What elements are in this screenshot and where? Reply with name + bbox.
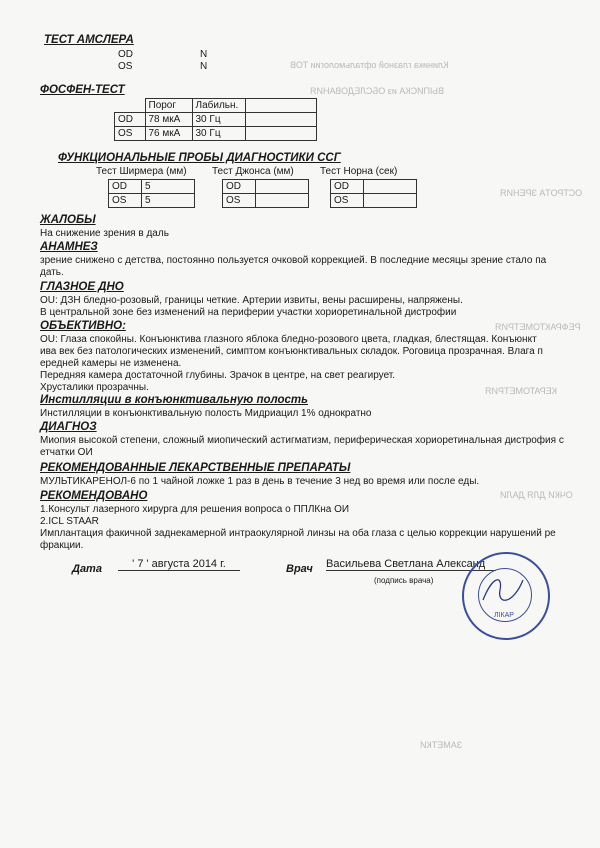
drugs-text: МУЛЬТИКАРЕНОЛ-6 по 1 чайной ложке 1 раз в день в течение 3 нед во время или после еды. <box>40 476 480 487</box>
table-cell <box>256 194 309 208</box>
recommended-text: Имплантация факичной заднекамерной интраокулярной линзы на оба глаза с целью коррекции нарушений ре <box>40 528 556 539</box>
diagnosis-title: ДИАГНОЗ <box>40 421 97 433</box>
eye-label: OD <box>223 180 256 194</box>
instill-text: Инстилляции в конъюнктивальную полость Мидриацил 1% однократно <box>40 408 372 419</box>
bleed-text: ВЫПИСКА из ОБСЛЕДОВАНИЯ <box>310 86 444 96</box>
column-header: Лабильн. <box>192 99 245 113</box>
bleed-text: ЗАМЕТКИ <box>420 740 463 750</box>
doctor-name: Васильева Светлана Александ <box>326 558 496 571</box>
objective-text: ива век без патологических изменений, симптом конъюнктивальных складок. Роговица прозрачная. Влага п <box>40 346 543 357</box>
functional-title: ФУНКЦИОНАЛЬНЫЕ ПРОБЫ ДИАГНОСТИКИ ССГ <box>58 152 341 164</box>
table-cell: 76 мкА <box>145 127 192 141</box>
bleed-text: КЕРАТОМЕТРИЯ <box>485 386 558 396</box>
diagnosis-text: етчатки ОИ <box>40 447 93 458</box>
bleed-text: ОСТРОТА ЗРЕНИЯ <box>500 188 583 198</box>
complaints-title: ЖАЛОБЫ <box>40 214 96 226</box>
signature-scribble <box>478 570 528 610</box>
date-label: Дата <box>72 563 102 575</box>
eye-label: OD <box>331 180 364 194</box>
table-cell: 5 <box>142 180 195 194</box>
norn-label: Тест Норна (сек) <box>320 166 398 177</box>
anamnesis-text: дать. <box>40 267 64 278</box>
bleed-text: ОЧКИ ДЛЯ ДАЛИ <box>500 490 573 500</box>
doctor-label: Врач <box>286 563 313 575</box>
norn-table <box>330 179 417 208</box>
objective-text: ередней камеры не изменена. <box>40 358 182 369</box>
recommended-text: 2.ICL STAAR <box>40 516 99 527</box>
eye-label: OS <box>109 194 142 208</box>
eye-label: OS <box>223 194 256 208</box>
eye-label: OS <box>118 60 133 72</box>
drugs-title: РЕКОМЕНДОВАННЫЕ ЛЕКАРСТВЕННЫЕ ПРЕПАРАТЫ <box>40 462 351 474</box>
table-cell: 30 Гц <box>192 127 245 141</box>
eye-label: OS <box>115 127 146 141</box>
eye-label: OS <box>331 194 364 208</box>
jones-label: Тест Джонса (мм) <box>212 166 294 177</box>
anamnesis-title: АНАМНЕЗ <box>40 241 98 253</box>
recommended-text: фракции. <box>40 540 84 551</box>
diagnosis-text: Миопия высокой степени, сложный миопический астигматизм, периферическая хориоретинальная дистрофия с <box>40 435 564 446</box>
table-cell: 78 мкА <box>145 113 192 127</box>
fundus-text: В центральной зоне без изменений на периферии участки хориоретинальной дистрофии <box>40 307 457 318</box>
bleed-text: Клиника глазной офтальмологии ТОВ <box>290 60 449 70</box>
fundus-text: OU: ДЗН бледно-розовый, границы четкие. Артерии извиты, вены расширены, напряжены. <box>40 295 463 306</box>
table-cell: 5 <box>142 194 195 208</box>
phosphene-table <box>114 98 317 141</box>
objective-title: ОБЪЕКТИВНО: <box>40 320 126 332</box>
amsler-value: N <box>200 60 208 72</box>
date-value: ' 7 ' августа 2014 г. <box>118 558 240 571</box>
amsler-value: N <box>200 48 208 60</box>
objective-text: Передняя камера достаточной глубины. Зрачок в центре, на свет реагирует. <box>40 370 396 381</box>
recommended-text: 1.Консульт лазерного хирурга для решения вопроса о ППЛКна ОИ <box>40 504 350 515</box>
stamp-text: ЛІКАР <box>494 612 514 619</box>
phosphene-title: ФОСФЕН-ТЕСТ <box>40 84 125 96</box>
instill-title: Инстилляции в конъюнктивальную полость <box>40 394 308 406</box>
recommended-title: РЕКОМЕНДОВАНО <box>40 490 148 502</box>
bleed-text: РЕФРАКТОМЕТРИЯ <box>495 322 581 332</box>
objective-text: Хрусталики прозрачны. <box>40 382 149 393</box>
table-cell <box>364 180 417 194</box>
table-cell: 30 Гц <box>192 113 245 127</box>
column-header: Порог <box>145 99 192 113</box>
schirmer-label: Тест Ширмера (мм) <box>96 166 187 177</box>
anamnesis-text: зрение снижено с детства, постоянно пользуется очковой коррекцией. В последние месяцы зрение стало па <box>40 255 547 266</box>
table-cell <box>256 180 309 194</box>
jones-table <box>222 179 309 208</box>
eye-label: OD <box>109 180 142 194</box>
eye-label: OD <box>115 113 146 127</box>
objective-text: OU: Глаза спокойны. Конъюнктива глазного яблока бледно-розового цвета, гладкая, блестящая. Конъюнкт <box>40 334 537 345</box>
complaints-text: На снижение зрения в даль <box>40 228 169 239</box>
schirmer-table <box>108 179 195 208</box>
fundus-title: ГЛАЗНОЕ ДНО <box>40 281 124 293</box>
amsler-title: ТЕСТ АМСЛЕРА <box>44 34 134 46</box>
amsler-table <box>118 48 207 72</box>
table-cell <box>364 194 417 208</box>
eye-label: OD <box>118 48 133 60</box>
signature-caption: (подпись врача) <box>374 576 434 585</box>
